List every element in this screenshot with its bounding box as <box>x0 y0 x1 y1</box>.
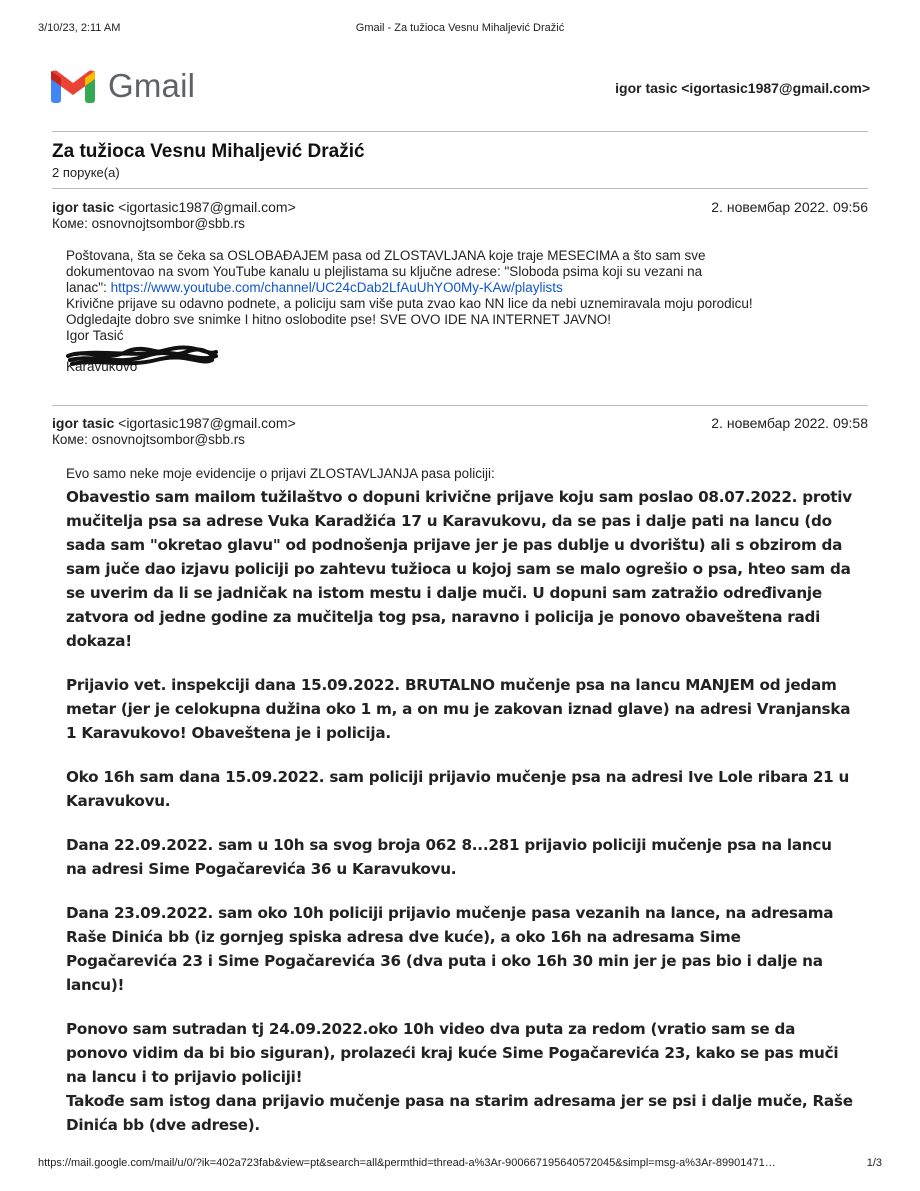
message-date: 2. новембар 2022. 09:56 <box>711 199 868 215</box>
signature-name: Igor Tasić <box>66 328 124 343</box>
youtube-playlist-link[interactable]: https://www.youtube.com/channel/UC24cDab2LfAuUhYO0My-KAw/playlists <box>110 280 563 295</box>
divider <box>52 131 868 132</box>
sender-name: igor tasic <box>52 415 115 431</box>
sender-name: igor tasic <box>52 199 115 215</box>
body-line: Odgledajte dobro sve snimke I hitno oslobodite pse! SVE OVO IDE NA INTERNET JAVNO! <box>66 312 611 327</box>
body-paragraph: Dana 23.09.2022. sam oko 10h policiji prijavio mučenje pasa vezanih na lance, na adresama Raše Dinića bb (iz gornjeg spiska adresa dve kuće), a oko 16h na adresama Sime Pogačarevića 23 i Sime Pogačarevića 36 (dva puta i oko 16h 30 min jer je pas bio i dalje na lancu)! <box>66 904 834 994</box>
signature-place: Karavukovo <box>66 359 138 374</box>
message-header <box>52 199 868 231</box>
body-text: lanac": <box>66 280 111 295</box>
gmail-logo-icon <box>50 68 96 104</box>
divider <box>52 188 868 189</box>
body-paragraph: Prijavio vet. inspekciji dana 15.09.2022. BRUTALNO mučenje psa na lancu MANJEM od jedam metar (jer je celokupna dužina oko 1 m, a on mu je zakovan iznad glave) na adresi Vranjanska 1 Karavukovo! Obaveštena je i policija. <box>66 676 851 742</box>
message-date: 2. новембар 2022. 09:58 <box>711 415 868 431</box>
body-line: dokumentovao na svom YouTube kanalu u plejlistama su ključne adrese: "Sloboda psima koji su vezani na <box>66 264 703 279</box>
recipient: Коме: osnovnojtsombor@sbb.rs <box>52 432 245 447</box>
body-paragraph: Obavestio sam mailom tužilaštvo o dopuni krivične prijave koju sam poslao 08.07.2022. protiv mučitelja psa sa adrese Vuka Karadžića 17 u Karavukovu, da se pas i dalje pati na lancu (do sada sam "okretao glavu" od podnošenja prijave jer je pas dublje u dvorištu) ali s obzirom da sam juče dao izjavu policiji po zahtevu tužioca u kojoj sam se malo ogrešio o psa, hteo sam da se uverim da li se jadničak na istom mestu i dalje muči. U dopuni sam zatražio određivanje zatvora od jedne godine za mučitelja tog psa, naravno i policija je ponovo obaveštena radi dokaza! <box>66 488 852 650</box>
account-identity: igor tasic <igortasic1987@gmail.com> <box>615 80 870 96</box>
gmail-logo <box>50 64 195 108</box>
message-count: 2 поруке(а) <box>52 165 120 180</box>
thread-subject: Za tužioca Vesnu Mihaljević Dražić <box>52 141 365 162</box>
print-url: https://mail.google.com/mail/u/0/?ik=402a723fab&view=pt&search=all&permthid=thread-a%3Ar-900667195640572045&simpl=msg-a%3Ar-89901471… <box>38 1157 776 1169</box>
recipient: Коме: osnovnojtsombor@sbb.rs <box>52 216 245 231</box>
divider <box>52 405 868 406</box>
page-number: 1/3 <box>866 1157 882 1169</box>
sender-email: <igortasic1987@gmail.com> <box>118 415 296 431</box>
body-line: Poštovana, šta se čeka sa OSLOBAĐAJEM pasa od ZLOSTAVLJANA koje traje MESECIMA a što sam sve <box>66 248 706 263</box>
gmail-wordmark: Gmail <box>108 67 196 104</box>
print-title: Gmail - Za tužioca Vesnu Mihaljević Dražić <box>355 22 565 34</box>
message-header <box>52 415 868 447</box>
message-body <box>66 466 856 1137</box>
body-intro: Evo samo neke moje evidencije o prijavi ZLOSTAVLJANJA pasa policiji: <box>66 466 495 481</box>
body-paragraph: Takođe sam istog dana prijavio mučenje pasa na starim adresama jer se psi i dalje muče, Raše Dinića bb (dve adrese). <box>66 1092 853 1134</box>
redaction-scribble-icon <box>66 344 226 372</box>
body-paragraph: Oko 16h sam dana 15.09.2022. sam policiji prijavio mučenje psa na adresi Ive Lole ribara 21 u Karavukovu. <box>66 768 850 810</box>
body-paragraph: Ponovo sam sutradan tj 24.09.2022.oko 10h video dva puta za redom (vratio sam se da ponovo vidim da bi bio siguran), prolazeći kraj kuće Sime Pogačarevića 23, kako se pas muči na lancu i to prijavio policiji! <box>66 1020 839 1086</box>
print-date: 3/10/23, 2:11 AM <box>38 22 121 34</box>
sender-email: <igortasic1987@gmail.com> <box>118 199 296 215</box>
body-paragraph: Dana 22.09.2022. sam u 10h sa svog broja 062 8...281 prijavio policiji mučenje psa na lancu na adresi Sime Pogačarevića 36 u Karavukovu. <box>66 836 832 878</box>
body-line: Krivične prijave su odavno podnete, a policiju sam više puta zvao kao NN lice da nebi uznemiravala moju porodicu! <box>66 296 753 311</box>
body-line <box>66 280 826 296</box>
